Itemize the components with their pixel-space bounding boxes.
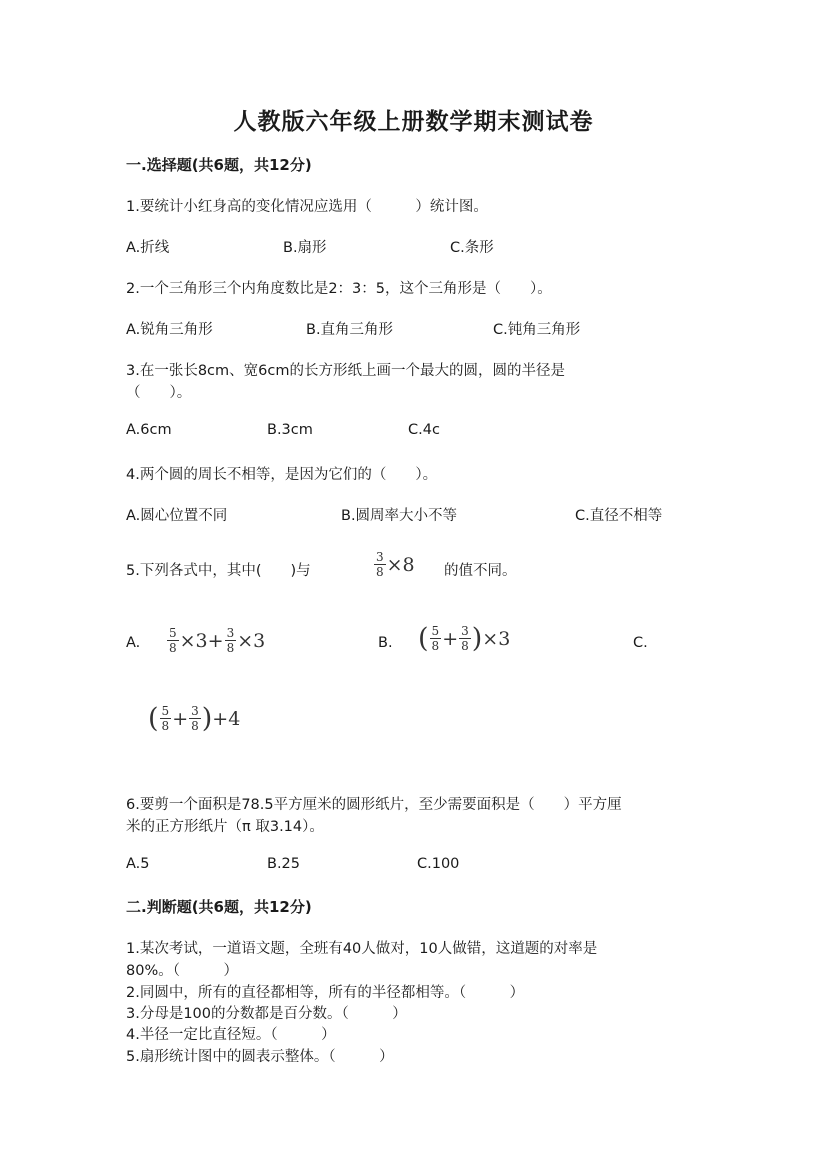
fraction: $\frac{3}{8}$ bbox=[461, 624, 469, 653]
q3-option-a: A.6cm bbox=[126, 422, 172, 438]
question-1: 1.要统计小红身高的变化情况应选用（ ）统计图。 bbox=[126, 199, 488, 215]
q5-option-a-expression: $\frac{5}{8}$ ×3+ $\frac{3}{8}$ ×3 bbox=[169, 626, 266, 655]
q3-option-c: C.4c bbox=[408, 422, 440, 438]
fraction: $\frac{3}{8}$ bbox=[226, 626, 235, 655]
q2-option-b: B.直角三角形 bbox=[306, 322, 394, 338]
fraction: $\frac{5}{8}$ bbox=[161, 704, 170, 733]
question-4: 4.两个圆的周长不相等，是因为它们的（ ）。 bbox=[126, 467, 438, 483]
judgment-item: 1.某次考试，一道语文题，全班有40人做对，10人做错，这道题的对率是 bbox=[126, 941, 598, 957]
section-heading-choice: 一.选择题(共6题，共12分) bbox=[126, 156, 312, 174]
question-6-line-2: 米的正方形纸片（π 取3.14）。 bbox=[126, 819, 324, 835]
judgment-item: 80%。（ ） bbox=[126, 963, 238, 979]
question-3-line-2: （ ）。 bbox=[126, 385, 192, 401]
q4-option-a: A.圆心位置不同 bbox=[126, 508, 228, 524]
question-5-text-after: 的值不同。 bbox=[444, 563, 517, 579]
judgment-item: 5.扇形统计图中的圆表示整体。（ ） bbox=[126, 1049, 394, 1065]
section-heading-judgment: 二.判断题(共6题，共12分) bbox=[126, 898, 312, 916]
q4-option-b: B.圆周率大小不等 bbox=[341, 508, 458, 524]
judgment-item: 2.同圆中，所有的直径都相等，所有的半径都相等。（ ） bbox=[126, 985, 525, 1001]
question-3-line-1: 3.在一张长8cm、宽6cm的长方形纸上画一个最大的圆，圆的半径是 bbox=[126, 363, 565, 379]
q5-option-b-expression: ( $\frac{5}{8}$ + $\frac{3}{8}$ ) ×3 bbox=[418, 623, 511, 654]
judgment-item: 3.分母是100的分数都是百分数。（ ） bbox=[126, 1006, 407, 1022]
question-6-line-1: 6.要剪一个面积是78.5平方厘米的圆形纸片，至少需要面积是（ ）平方厘 bbox=[126, 797, 622, 813]
q6-option-c: C.100 bbox=[417, 856, 460, 872]
q6-option-a: A.5 bbox=[126, 856, 150, 872]
fraction: $\frac{3}{8}$ bbox=[376, 550, 384, 579]
fraction: $\frac{5}{8}$ bbox=[169, 626, 177, 655]
q1-option-c: C.条形 bbox=[450, 240, 494, 256]
q2-option-c: C.钝角三角形 bbox=[493, 322, 581, 338]
q5-option-b-label: B. bbox=[378, 635, 393, 651]
q5-option-c-expression: ( $\frac{5}{8}$ + $\frac{3}{8}$ ) +4 bbox=[148, 703, 241, 734]
q5-expression: $\frac{3}{8}$ ×8 bbox=[376, 550, 415, 579]
q2-option-a: A.锐角三角形 bbox=[126, 322, 213, 338]
q5-option-a-label: A. bbox=[126, 635, 141, 651]
q1-option-b: B.扇形 bbox=[283, 240, 327, 256]
q1-option-a: A.折线 bbox=[126, 240, 170, 256]
fraction: $\frac{3}{8}$ bbox=[191, 704, 199, 733]
question-2: 2.一个三角形三个内角度数比是2：3：5，这个三角形是（ ）。 bbox=[126, 281, 552, 297]
question-5-text: 5.下列各式中，其中( )与 bbox=[126, 563, 311, 579]
q5-option-c-label: C. bbox=[633, 635, 648, 651]
page-title: 人教版六年级上册数学期末测试卷 bbox=[233, 108, 594, 135]
q6-option-b: B.25 bbox=[267, 856, 301, 872]
judgment-item: 4.半径一定比直径短。（ ） bbox=[126, 1027, 336, 1043]
q4-option-c: C.直径不相等 bbox=[575, 508, 663, 524]
fraction: $\frac{5}{8}$ bbox=[431, 624, 440, 653]
q3-option-b: B.3cm bbox=[267, 422, 313, 438]
